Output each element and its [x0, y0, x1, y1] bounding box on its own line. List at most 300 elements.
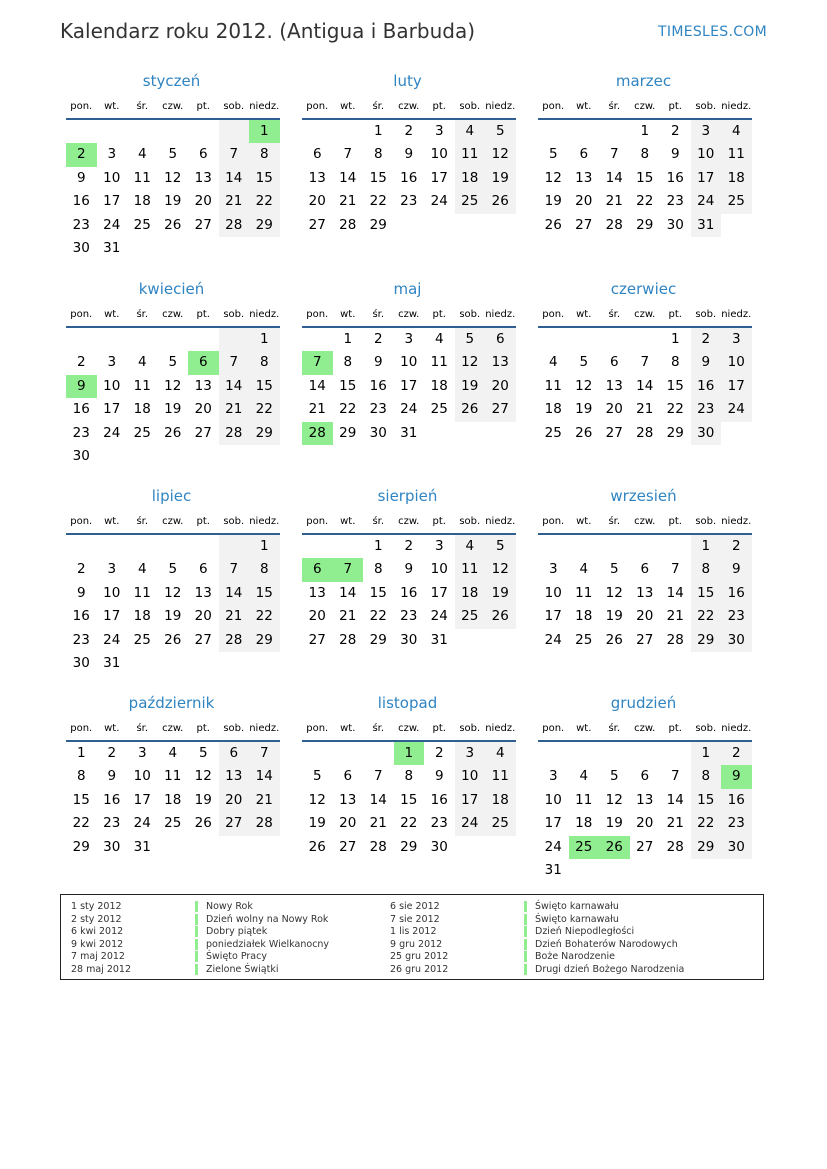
day-cell: 28	[369, 838, 387, 855]
day-cell: 19	[605, 815, 623, 832]
day-cell: 3	[455, 742, 486, 765]
day-cell: 31	[103, 654, 121, 671]
day-cell: 29	[249, 422, 280, 445]
day-cell-empty	[660, 535, 691, 558]
month-name: czerwiec	[610, 280, 677, 298]
day-cell: 6	[640, 561, 650, 578]
day-cell: 9	[721, 558, 752, 581]
day-cell: 6	[579, 146, 589, 163]
day-cell: 27	[194, 216, 212, 233]
day-cell: 17	[455, 789, 486, 812]
day-cell: 14	[666, 791, 684, 808]
day-cell: 17	[544, 815, 562, 832]
day-cell: 10	[455, 765, 486, 788]
weekday-header: śr.	[127, 96, 158, 120]
month-block	[297, 66, 518, 237]
legend-date: 1 sty 2012	[71, 901, 122, 912]
day-cell: 12	[194, 768, 212, 785]
day-cell: 8	[373, 146, 383, 163]
legend-date: 2 sty 2012	[71, 913, 122, 925]
day-cell: 25	[455, 190, 486, 213]
weekday-header: wt.	[569, 96, 600, 120]
day-cell: 25	[721, 190, 752, 213]
day-cell: 13	[219, 765, 250, 788]
weekday-header: wt.	[97, 304, 128, 328]
legend-holiday-name: poniedziałek Wielkanocny	[195, 939, 329, 950]
day-cell: 19	[164, 608, 182, 625]
day-cell: 9	[76, 584, 86, 601]
legend-date: 6 sie 2012	[390, 901, 440, 912]
day-cell: 30	[666, 216, 684, 233]
day-cell: 21	[219, 398, 250, 421]
day-cell: 21	[339, 608, 357, 625]
day-cell: 8	[249, 143, 280, 166]
day-cell: 21	[636, 401, 654, 418]
month-name: lipiec	[151, 487, 192, 505]
day-cell: 11	[544, 377, 562, 394]
day-cell: 29	[72, 838, 90, 855]
day-cell: 13	[636, 791, 654, 808]
day-cell-empty	[127, 120, 158, 143]
day-cell: 14	[339, 584, 357, 601]
day-cell: 16	[691, 375, 722, 398]
month-grid	[66, 96, 280, 260]
day-cell: 20	[308, 193, 326, 210]
day-cell: 15	[369, 584, 387, 601]
day-cell: 13	[308, 584, 326, 601]
day-cell: 18	[133, 193, 151, 210]
day-cell: 10	[400, 354, 418, 371]
day-cell: 15	[72, 791, 90, 808]
day-cell-holiday: 1	[394, 742, 425, 765]
day-cell: 12	[544, 169, 562, 186]
day-cell: 30	[369, 424, 387, 441]
weekday-header: śr.	[127, 304, 158, 328]
day-cell: 23	[103, 815, 121, 832]
day-cell: 16	[430, 791, 448, 808]
weekday-header: wt.	[569, 304, 600, 328]
day-cell: 26	[164, 631, 182, 648]
day-cell: 2	[404, 123, 414, 139]
day-cell: 20	[485, 375, 516, 398]
legend-holiday-name: Zielone Świątki	[195, 964, 278, 975]
day-cell: 15	[691, 582, 722, 605]
day-cell: 4	[168, 745, 178, 761]
day-cell-empty	[127, 328, 158, 351]
day-cell: 9	[670, 146, 680, 163]
holiday-legend	[60, 894, 764, 980]
day-cell: 9	[373, 354, 383, 371]
day-cell: 12	[485, 143, 516, 166]
day-cell: 17	[544, 608, 562, 625]
day-cell: 27	[219, 812, 250, 835]
day-cell: 13	[605, 377, 623, 394]
day-cell: 19	[455, 375, 486, 398]
day-cell: 18	[133, 401, 151, 418]
day-cell-empty	[219, 120, 250, 143]
day-cell: 14	[636, 377, 654, 394]
legend-date: 9 kwi 2012	[71, 938, 124, 950]
day-cell: 28	[666, 838, 684, 855]
day-cell: 19	[164, 401, 182, 418]
day-cell: 12	[575, 377, 593, 394]
day-cell: 28	[636, 424, 654, 441]
day-cell: 26	[485, 605, 516, 628]
day-cell: 12	[455, 351, 486, 374]
day-cell: 18	[133, 608, 151, 625]
day-cell: 19	[485, 582, 516, 605]
day-cell: 10	[721, 351, 752, 374]
day-cell: 19	[605, 608, 623, 625]
day-cell: 18	[455, 167, 486, 190]
day-cell: 23	[691, 398, 722, 421]
day-cell: 15	[339, 377, 357, 394]
weekday-header: niedz.	[249, 96, 280, 120]
day-cell: 6	[219, 742, 250, 765]
weekday-header: niedz.	[249, 718, 280, 742]
day-cell: 7	[219, 143, 250, 166]
weekday-header: sob.	[455, 718, 486, 742]
weekday-header: śr.	[363, 718, 394, 742]
legend-date: 28 maj 2012	[71, 963, 132, 975]
month-block	[61, 274, 282, 468]
day-cell: 1	[691, 535, 722, 558]
day-cell: 29	[400, 838, 418, 855]
legend-date: 7 maj 2012	[71, 951, 125, 962]
day-cell: 27	[636, 631, 654, 648]
day-cell: 18	[430, 377, 448, 394]
day-cell: 14	[339, 169, 357, 186]
day-cell: 4	[579, 768, 589, 785]
day-cell: 18	[455, 582, 486, 605]
day-cell: 11	[133, 584, 151, 601]
day-cell: 13	[194, 169, 212, 186]
day-cell: 27	[485, 398, 516, 421]
day-cell: 19	[544, 193, 562, 210]
day-cell: 25	[485, 812, 516, 835]
day-cell: 21	[219, 605, 250, 628]
day-cell: 26	[308, 838, 326, 855]
day-cell: 20	[636, 815, 654, 832]
day-cell: 23	[721, 812, 752, 835]
day-cell: 14	[219, 167, 250, 190]
day-cell: 5	[609, 561, 619, 578]
legend-date: 25 gru 2012	[390, 951, 449, 962]
weekday-header: wt.	[97, 718, 128, 742]
day-cell: 9	[691, 351, 722, 374]
month-block	[61, 481, 282, 675]
day-cell: 12	[308, 791, 326, 808]
day-cell-empty	[599, 535, 630, 558]
weekday-header: pon.	[302, 718, 333, 742]
day-cell: 16	[369, 377, 387, 394]
day-cell: 5	[579, 354, 589, 371]
day-cell: 5	[312, 768, 322, 785]
day-cell-empty	[97, 120, 128, 143]
weekday-header: czw.	[630, 96, 661, 120]
day-cell-empty	[188, 328, 219, 351]
day-cell: 1	[640, 123, 650, 139]
legend-date: 26 gru 2012	[390, 963, 449, 975]
day-cell: 26	[164, 216, 182, 233]
day-cell: 27	[575, 216, 593, 233]
day-cell: 13	[485, 351, 516, 374]
day-cell: 28	[339, 216, 357, 233]
day-cell-empty	[569, 742, 600, 765]
weekday-header: wt.	[333, 511, 364, 535]
day-cell: 29	[369, 216, 387, 233]
day-cell: 29	[636, 216, 654, 233]
day-cell: 3	[548, 561, 558, 578]
day-cell: 9	[404, 561, 414, 578]
weekday-header: niedz.	[249, 511, 280, 535]
day-cell: 18	[485, 789, 516, 812]
day-cell: 1	[691, 742, 722, 765]
page-title: Kalendarz roku 2012. (Antigua i Barbuda)	[60, 19, 475, 43]
day-cell: 23	[72, 216, 90, 233]
day-cell: 15	[666, 377, 684, 394]
legend-date: 1 lis 2012	[390, 926, 437, 937]
day-cell: 16	[72, 193, 90, 210]
day-cell: 12	[164, 584, 182, 601]
month-name: grudzień	[610, 694, 677, 712]
day-cell: 6	[312, 146, 322, 163]
day-cell: 20	[308, 608, 326, 625]
weekday-header: pt.	[424, 718, 455, 742]
day-cell: 8	[343, 354, 353, 371]
day-cell: 4	[137, 146, 147, 163]
weekday-header: sob.	[219, 304, 250, 328]
day-cell: 1	[76, 745, 86, 761]
day-cell: 18	[544, 401, 562, 418]
day-cell: 6	[198, 561, 208, 578]
day-cell: 12	[485, 558, 516, 581]
day-cell: 29	[666, 424, 684, 441]
day-cell: 12	[164, 169, 182, 186]
day-cell: 28	[339, 631, 357, 648]
day-cell: 31	[544, 861, 562, 878]
day-cell: 29	[249, 214, 280, 237]
day-cell-empty	[66, 328, 97, 351]
day-cell: 12	[605, 791, 623, 808]
day-cell-holiday: 1	[249, 120, 280, 143]
legend-holiday-name: Święto karnawału	[524, 914, 619, 925]
day-cell: 8	[249, 351, 280, 374]
month-block	[61, 66, 282, 260]
day-cell: 15	[249, 582, 280, 605]
day-cell: 28	[605, 216, 623, 233]
day-cell: 11	[485, 765, 516, 788]
day-cell: 30	[72, 654, 90, 671]
weekday-header: pon.	[538, 96, 569, 120]
day-cell: 21	[369, 815, 387, 832]
day-cell: 3	[434, 123, 444, 139]
site-link[interactable]: TIMESLES.COM	[658, 24, 767, 40]
month-block	[297, 688, 518, 859]
day-cell: 23	[666, 193, 684, 210]
day-cell: 29	[691, 836, 722, 859]
day-cell: 29	[369, 631, 387, 648]
weekday-header: wt.	[569, 511, 600, 535]
day-cell: 19	[308, 815, 326, 832]
month-name: sierpień	[377, 487, 438, 505]
day-cell-holiday: 6	[188, 351, 219, 374]
day-cell: 11	[721, 143, 752, 166]
day-cell: 17	[691, 167, 722, 190]
day-cell: 8	[373, 561, 383, 578]
month-grid	[302, 304, 516, 445]
day-cell: 2	[76, 561, 86, 578]
day-cell: 30	[72, 447, 90, 464]
day-cell-holiday: 6	[302, 558, 333, 581]
day-cell: 27	[605, 424, 623, 441]
day-cell: 24	[133, 815, 151, 832]
day-cell: 19	[164, 193, 182, 210]
day-cell: 4	[548, 354, 558, 371]
day-cell-empty	[302, 120, 333, 143]
day-cell: 8	[76, 768, 86, 785]
day-cell: 17	[430, 169, 448, 186]
day-cell-holiday: 28	[302, 422, 333, 445]
day-cell: 4	[137, 561, 147, 578]
day-cell: 25	[133, 631, 151, 648]
weekday-header: czw.	[394, 96, 425, 120]
day-cell: 20	[194, 193, 212, 210]
weekday-header: pt.	[660, 718, 691, 742]
month-block	[533, 274, 754, 445]
weekday-header: czw.	[158, 304, 189, 328]
day-cell: 28	[219, 214, 250, 237]
weekday-header: niedz.	[485, 96, 516, 120]
weekday-header: śr.	[363, 304, 394, 328]
day-cell: 26	[164, 424, 182, 441]
month-name: listopad	[377, 694, 438, 712]
day-cell: 20	[219, 789, 250, 812]
day-cell: 7	[249, 742, 280, 765]
day-cell: 11	[133, 169, 151, 186]
weekday-header: niedz.	[249, 304, 280, 328]
weekday-header: niedz.	[721, 96, 752, 120]
weekday-header: sob.	[219, 511, 250, 535]
day-cell: 23	[430, 815, 448, 832]
day-cell: 15	[249, 167, 280, 190]
day-cell: 30	[721, 836, 752, 859]
day-cell: 27	[636, 838, 654, 855]
day-cell: 11	[575, 584, 593, 601]
weekday-header: czw.	[158, 718, 189, 742]
day-cell-empty	[219, 535, 250, 558]
day-cell: 23	[369, 401, 387, 418]
legend-holiday-name: Dzień Bohaterów Narodowych	[524, 939, 678, 950]
day-cell: 14	[308, 377, 326, 394]
day-cell-empty	[302, 328, 333, 351]
day-cell: 5	[609, 768, 619, 785]
weekday-header: niedz.	[721, 511, 752, 535]
day-cell: 30	[430, 838, 448, 855]
day-cell: 10	[133, 768, 151, 785]
day-cell: 22	[249, 398, 280, 421]
day-cell-holiday: 26	[599, 836, 630, 859]
day-cell-empty	[538, 535, 569, 558]
weekday-header: śr.	[363, 96, 394, 120]
weekday-header: czw.	[630, 511, 661, 535]
day-cell: 21	[249, 789, 280, 812]
day-cell: 23	[721, 605, 752, 628]
weekday-header: pt.	[660, 511, 691, 535]
day-cell: 27	[339, 838, 357, 855]
day-cell: 27	[308, 216, 326, 233]
legend-date: 9 gru 2012	[390, 938, 443, 950]
day-cell: 3	[691, 120, 722, 143]
day-cell-empty	[302, 535, 333, 558]
day-cell: 2	[373, 331, 383, 347]
day-cell: 3	[434, 538, 444, 554]
day-cell: 21	[219, 190, 250, 213]
day-cell: 21	[605, 193, 623, 210]
day-cell: 24	[103, 424, 121, 441]
day-cell: 3	[107, 354, 117, 371]
weekday-header: sob.	[219, 96, 250, 120]
legend-holiday-name: Boże Narodzenie	[524, 951, 615, 962]
month-name: maj	[393, 280, 422, 298]
weekday-header: niedz.	[485, 718, 516, 742]
day-cell: 20	[194, 401, 212, 418]
day-cell-empty	[66, 120, 97, 143]
day-cell-holiday: 7	[333, 558, 364, 581]
month-grid	[66, 304, 280, 468]
weekday-header: pon.	[538, 304, 569, 328]
day-cell: 12	[164, 377, 182, 394]
day-cell: 7	[219, 558, 250, 581]
day-cell: 14	[369, 791, 387, 808]
day-cell: 3	[107, 146, 117, 163]
day-cell: 16	[103, 791, 121, 808]
day-cell: 28	[219, 422, 250, 445]
day-cell-empty	[599, 328, 630, 351]
day-cell: 5	[455, 328, 486, 351]
day-cell: 3	[137, 745, 147, 761]
day-cell: 25	[133, 216, 151, 233]
day-cell: 2	[76, 354, 86, 371]
weekday-header: pon.	[302, 304, 333, 328]
day-cell-empty	[538, 742, 569, 765]
day-cell-holiday: 7	[302, 351, 333, 374]
day-cell: 11	[455, 143, 486, 166]
day-cell: 21	[339, 193, 357, 210]
month-grid	[66, 511, 280, 675]
day-cell: 1	[373, 538, 383, 554]
day-cell: 5	[168, 561, 178, 578]
day-cell: 27	[194, 424, 212, 441]
month-grid	[538, 718, 752, 882]
day-cell: 9	[404, 146, 414, 163]
day-cell: 26	[544, 216, 562, 233]
day-cell: 21	[666, 815, 684, 832]
day-cell: 18	[721, 167, 752, 190]
month-name: kwiecień	[138, 280, 205, 298]
day-cell: 24	[400, 401, 418, 418]
month-name: luty	[393, 72, 422, 90]
day-cell-empty	[127, 535, 158, 558]
day-cell: 22	[691, 605, 722, 628]
weekday-header: sob.	[691, 511, 722, 535]
day-cell: 28	[249, 812, 280, 835]
day-cell: 10	[103, 377, 121, 394]
weekday-header: śr.	[127, 718, 158, 742]
day-cell: 4	[137, 354, 147, 371]
weekday-header: sob.	[691, 304, 722, 328]
day-cell: 14	[219, 375, 250, 398]
